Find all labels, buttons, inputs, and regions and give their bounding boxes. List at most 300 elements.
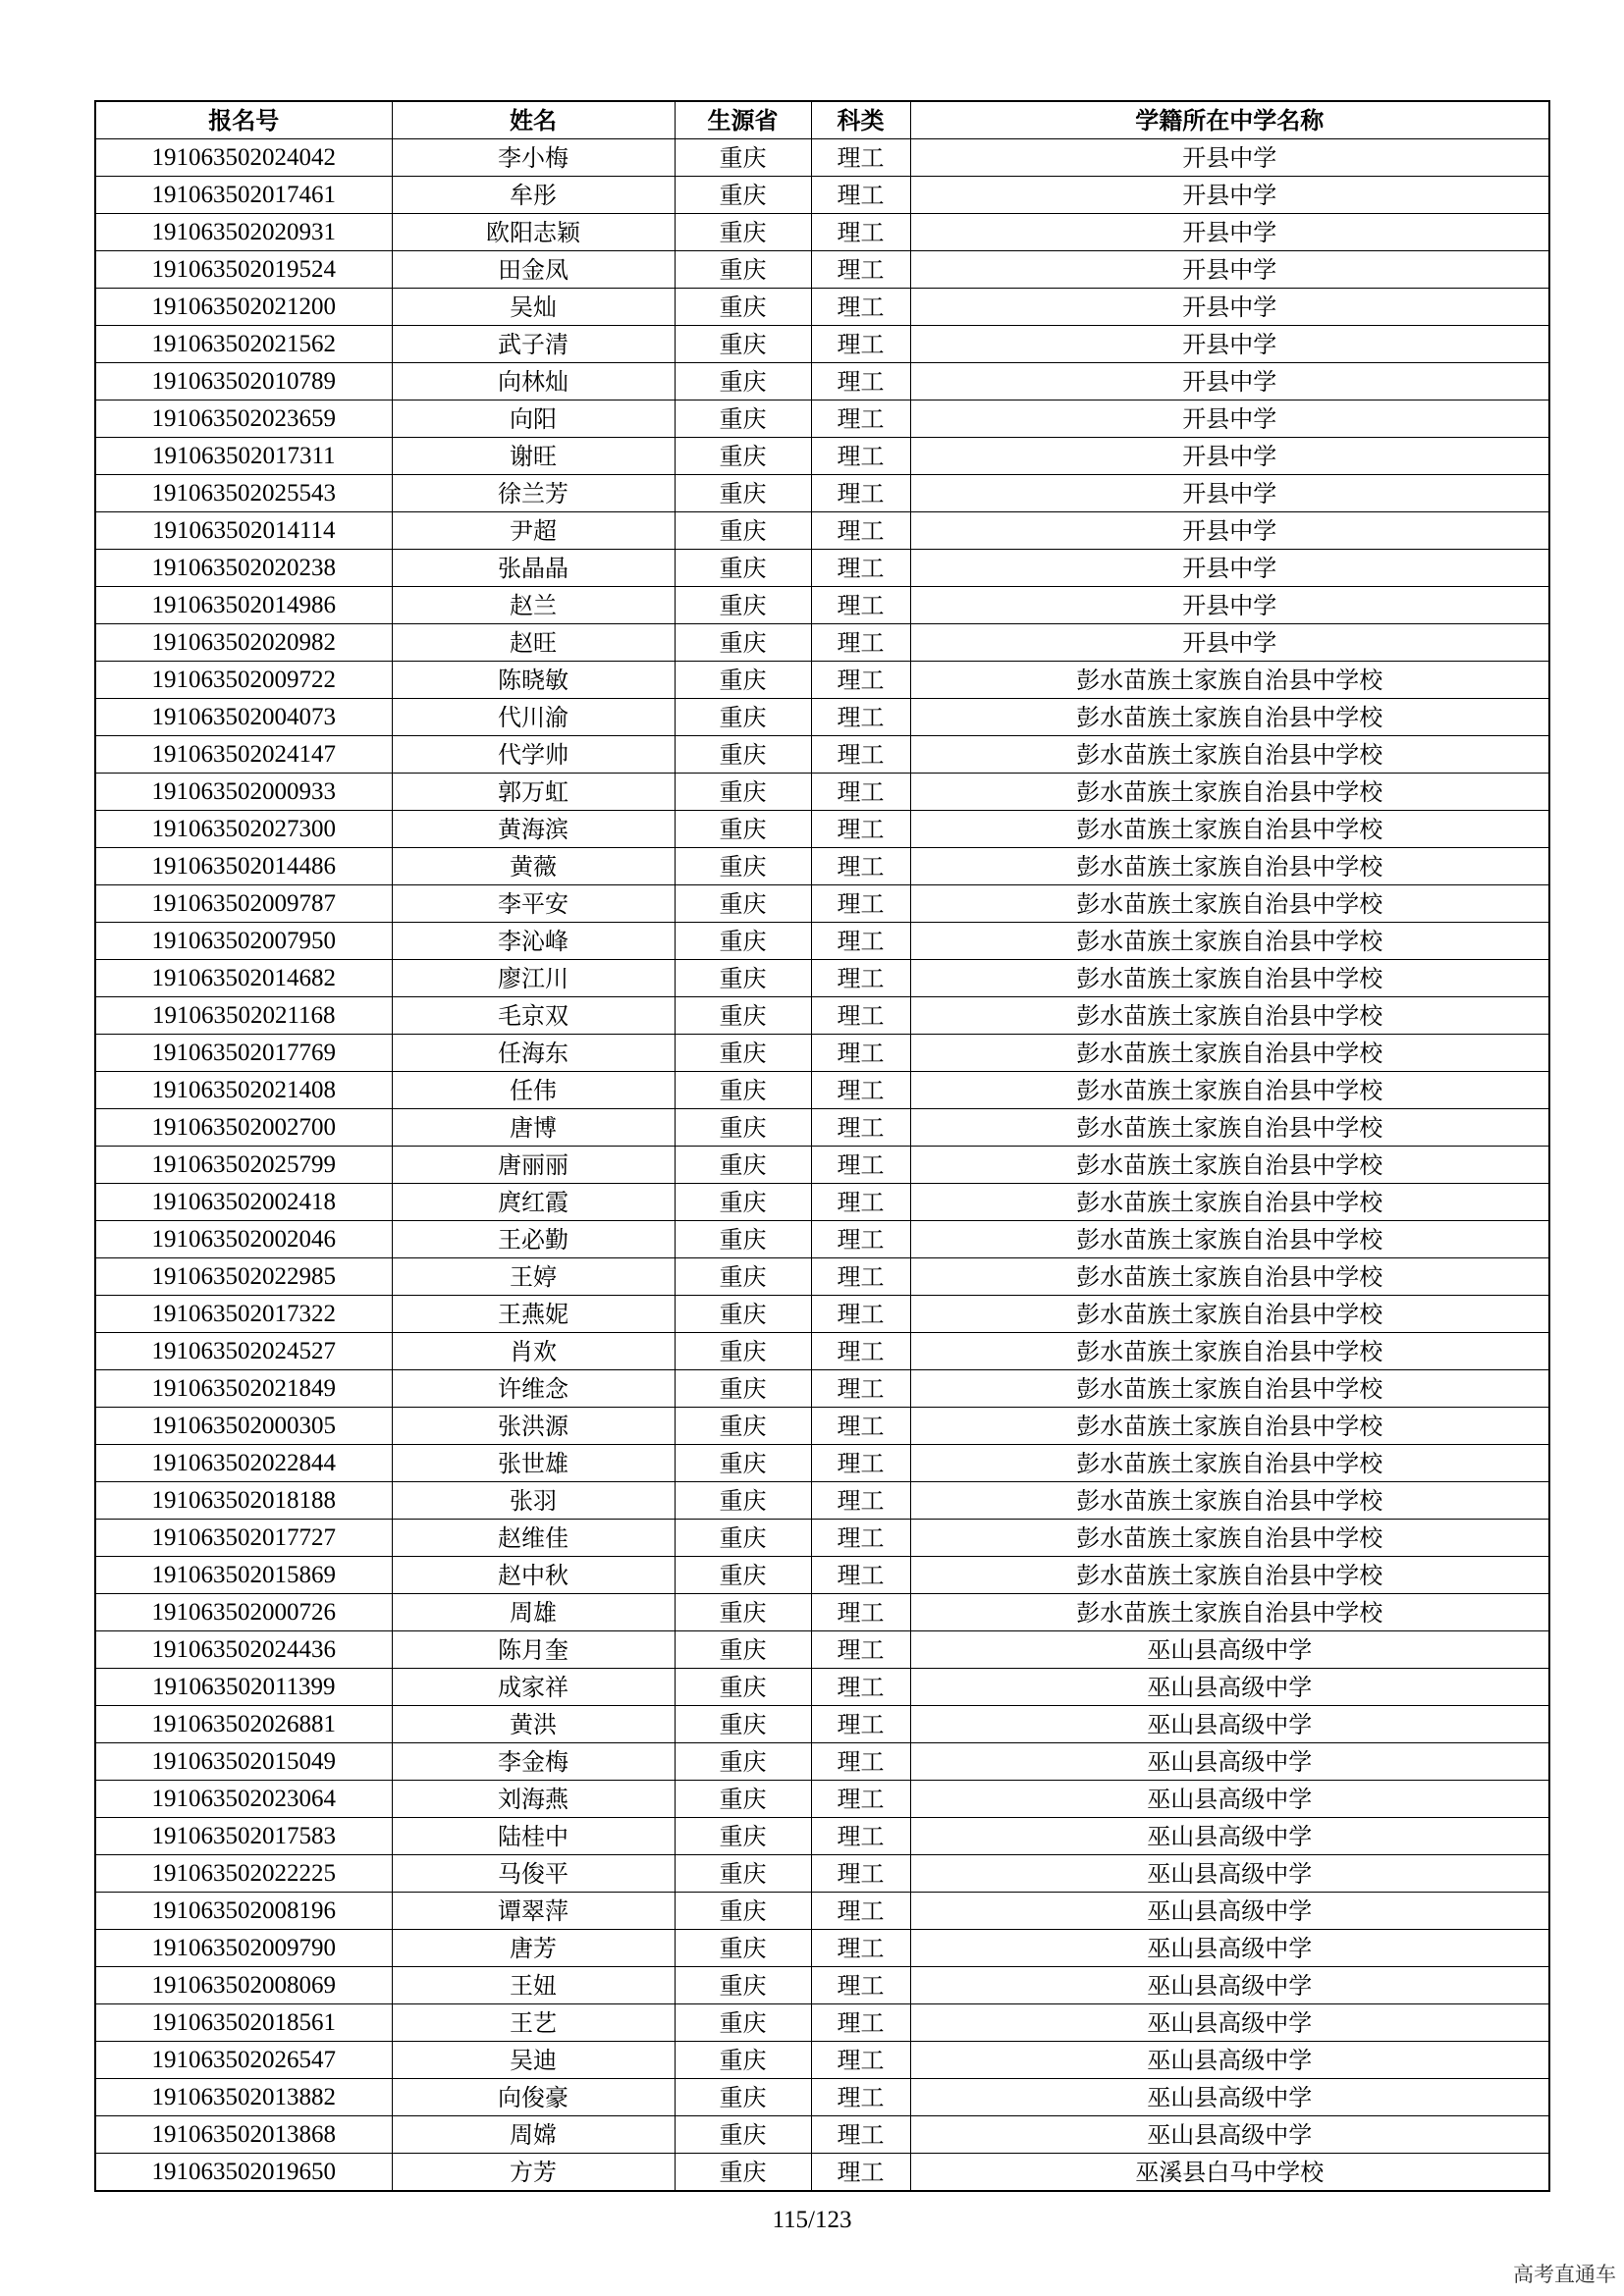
table-row [95,1967,1549,2004]
category-cell: 理工 [811,1333,910,1370]
table-row [95,2154,1549,2192]
student-name-cell: 张洪源 [392,1408,675,1445]
school-name-cell: 彭水苗族土家族自治县中学校 [910,1370,1549,1408]
province-cell: 重庆 [675,587,811,624]
category-cell: 理工 [811,2042,910,2079]
category-cell: 理工 [811,1296,910,1333]
school-name-cell: 彭水苗族土家族自治县中学校 [910,1520,1549,1557]
province-cell: 重庆 [675,2154,811,2192]
province-cell: 重庆 [675,1184,811,1221]
category-cell: 理工 [811,1072,910,1109]
header-province: 生源省 [675,101,811,139]
student-name-cell: 谢旺 [392,438,675,475]
table-row [95,774,1549,811]
province-cell: 重庆 [675,1333,811,1370]
category-cell: 理工 [811,1258,910,1296]
student-name-cell: 任海东 [392,1035,675,1072]
province-cell: 重庆 [675,885,811,923]
registration-number-cell: 191063502026547 [95,2042,392,2079]
province-cell: 重庆 [675,1594,811,1631]
registration-number-cell: 191063502014114 [95,512,392,550]
school-name-cell: 彭水苗族土家族自治县中学校 [910,774,1549,811]
table-row [95,1296,1549,1333]
table-row [95,885,1549,923]
school-name-cell: 开县中学 [910,289,1549,326]
category-cell: 理工 [811,1893,910,1930]
registration-number-cell: 191063502023659 [95,400,392,438]
table-row [95,1109,1549,1147]
province-cell: 重庆 [675,1109,811,1147]
table-row [95,587,1549,624]
registration-number-cell: 191063502024147 [95,736,392,774]
table-row [95,1072,1549,1109]
table-row [95,1669,1549,1706]
student-name-cell: 牟彤 [392,177,675,214]
registration-number-cell: 191063502019650 [95,2154,392,2192]
table-row [95,1482,1549,1520]
school-name-cell: 巫山县高级中学 [910,1855,1549,1893]
student-name-cell: 陈月奎 [392,1631,675,1669]
student-name-cell: 尹超 [392,512,675,550]
province-cell: 重庆 [675,1408,811,1445]
table-row [95,1370,1549,1408]
table-row [95,214,1549,251]
category-cell: 理工 [811,1818,910,1855]
student-name-cell: 郭万虹 [392,774,675,811]
registration-number-cell: 191063502022844 [95,1445,392,1482]
school-name-cell: 开县中学 [910,550,1549,587]
registration-number-cell: 191063502002700 [95,1109,392,1147]
registration-number-cell: 191063502017727 [95,1520,392,1557]
category-cell: 理工 [811,289,910,326]
school-name-cell: 巫山县高级中学 [910,2079,1549,2116]
school-name-cell: 彭水苗族土家族自治县中学校 [910,848,1549,885]
province-cell: 重庆 [675,624,811,662]
student-name-cell: 许维念 [392,1370,675,1408]
school-name-cell: 彭水苗族土家族自治县中学校 [910,1408,1549,1445]
province-cell: 重庆 [675,214,811,251]
school-name-cell: 开县中学 [910,214,1549,251]
table-row [95,475,1549,512]
registration-number-cell: 191063502021168 [95,997,392,1035]
header-name: 姓名 [392,101,675,139]
category-cell: 理工 [811,1557,910,1594]
student-name-cell: 王艺 [392,2004,675,2042]
student-name-cell: 徐兰芳 [392,475,675,512]
table-row [95,1893,1549,1930]
table-row [95,1743,1549,1781]
watermark-text: 高考直通车 [1513,2263,1616,2286]
table-row [95,1408,1549,1445]
student-name-cell: 周嫦 [392,2116,675,2154]
registration-number-cell: 191063502022985 [95,1258,392,1296]
category-cell: 理工 [811,1221,910,1258]
student-name-cell: 庹红霞 [392,1184,675,1221]
registration-number-cell: 191063502024527 [95,1333,392,1370]
school-name-cell: 巫山县高级中学 [910,1893,1549,1930]
province-cell: 重庆 [675,2116,811,2154]
category-cell: 理工 [811,1035,910,1072]
province-cell: 重庆 [675,2079,811,2116]
table-row [95,1855,1549,1893]
student-name-cell: 黄洪 [392,1706,675,1743]
registration-number-cell: 191063502023064 [95,1781,392,1818]
category-cell: 理工 [811,2116,910,2154]
school-name-cell: 巫山县高级中学 [910,1631,1549,1669]
province-cell: 重庆 [675,400,811,438]
category-cell: 理工 [811,624,910,662]
province-cell: 重庆 [675,1482,811,1520]
province-cell: 重庆 [675,251,811,289]
table-row [95,997,1549,1035]
category-cell: 理工 [811,550,910,587]
school-name-cell: 彭水苗族土家族自治县中学校 [910,736,1549,774]
table-row [95,363,1549,400]
school-name-cell: 巫山县高级中学 [910,1669,1549,1706]
registration-number-cell: 191063502013882 [95,2079,392,2116]
table-row [95,2116,1549,2154]
table-row [95,2004,1549,2042]
province-cell: 重庆 [675,1743,811,1781]
table-row [95,1184,1549,1221]
admission-roster-table [94,100,1550,2192]
category-cell: 理工 [811,1408,910,1445]
province-cell: 重庆 [675,923,811,960]
school-name-cell: 巫山县高级中学 [910,1706,1549,1743]
registration-number-cell: 191063502025543 [95,475,392,512]
registration-number-cell: 191063502014486 [95,848,392,885]
school-name-cell: 巫山县高级中学 [910,2042,1549,2079]
province-cell: 重庆 [675,1296,811,1333]
page-number: 115/123 [772,2207,852,2233]
student-name-cell: 向林灿 [392,363,675,400]
school-name-cell: 开县中学 [910,400,1549,438]
school-name-cell: 开县中学 [910,438,1549,475]
registration-number-cell: 191063502024042 [95,139,392,177]
province-cell: 重庆 [675,1221,811,1258]
registration-number-cell: 191063502018561 [95,2004,392,2042]
student-name-cell: 赵兰 [392,587,675,624]
registration-number-cell: 191063502008069 [95,1967,392,2004]
school-name-cell: 巫溪县白马中学校 [910,2154,1549,2192]
registration-number-cell: 191063502017311 [95,438,392,475]
category-cell: 理工 [811,1109,910,1147]
category-cell: 理工 [811,214,910,251]
student-name-cell: 赵中秋 [392,1557,675,1594]
registration-number-cell: 191063502021408 [95,1072,392,1109]
student-name-cell: 陆桂中 [392,1818,675,1855]
header-category: 科类 [811,101,910,139]
category-cell: 理工 [811,363,910,400]
table-row [95,1930,1549,1967]
registration-number-cell: 191063502013868 [95,2116,392,2154]
school-name-cell: 巫山县高级中学 [910,1930,1549,1967]
table-row [95,1221,1549,1258]
province-cell: 重庆 [675,662,811,699]
province-cell: 重庆 [675,177,811,214]
table-row [95,1445,1549,1482]
student-name-cell: 武子清 [392,326,675,363]
student-name-cell: 廖江川 [392,960,675,997]
table-row [95,811,1549,848]
school-name-cell: 开县中学 [910,587,1549,624]
province-cell: 重庆 [675,1258,811,1296]
province-cell: 重庆 [675,848,811,885]
registration-number-cell: 191063502022225 [95,1855,392,1893]
category-cell: 理工 [811,848,910,885]
table-body [95,139,1549,2192]
category-cell: 理工 [811,1930,910,1967]
school-name-cell: 彭水苗族土家族自治县中学校 [910,699,1549,736]
student-name-cell: 唐芳 [392,1930,675,1967]
category-cell: 理工 [811,177,910,214]
header-school-name: 学籍所在中学名称 [910,101,1549,139]
province-cell: 重庆 [675,1930,811,1967]
category-cell: 理工 [811,251,910,289]
province-cell: 重庆 [675,1072,811,1109]
province-cell: 重庆 [675,736,811,774]
registration-number-cell: 191063502009790 [95,1930,392,1967]
table-row [95,1035,1549,1072]
category-cell: 理工 [811,662,910,699]
student-name-cell: 黄海滨 [392,811,675,848]
school-name-cell: 彭水苗族土家族自治县中学校 [910,1557,1549,1594]
student-name-cell: 向俊豪 [392,2079,675,2116]
school-name-cell: 开县中学 [910,326,1549,363]
registration-number-cell: 191063502020982 [95,624,392,662]
student-name-cell: 欧阳志颖 [392,214,675,251]
category-cell: 理工 [811,1594,910,1631]
category-cell: 理工 [811,1967,910,2004]
table-row [95,848,1549,885]
table-row [95,326,1549,363]
category-cell: 理工 [811,1781,910,1818]
registration-number-cell: 191063502014986 [95,587,392,624]
category-cell: 理工 [811,1706,910,1743]
student-name-cell: 张晶晶 [392,550,675,587]
category-cell: 理工 [811,139,910,177]
province-cell: 重庆 [675,289,811,326]
category-cell: 理工 [811,923,910,960]
category-cell: 理工 [811,438,910,475]
category-cell: 理工 [811,885,910,923]
table-row [95,550,1549,587]
province-cell: 重庆 [675,1035,811,1072]
school-name-cell: 彭水苗族土家族自治县中学校 [910,960,1549,997]
student-name-cell: 代川渝 [392,699,675,736]
table-row [95,662,1549,699]
registration-number-cell: 191063502007950 [95,923,392,960]
category-cell: 理工 [811,1370,910,1408]
table-row [95,438,1549,475]
school-name-cell: 开县中学 [910,363,1549,400]
registration-number-cell: 191063502018188 [95,1482,392,1520]
province-cell: 重庆 [675,1893,811,1930]
school-name-cell: 彭水苗族土家族自治县中学校 [910,923,1549,960]
province-cell: 重庆 [675,1781,811,1818]
school-name-cell: 彭水苗族土家族自治县中学校 [910,1184,1549,1221]
registration-number-cell: 191063502024436 [95,1631,392,1669]
table-row [95,1706,1549,1743]
student-name-cell: 王燕妮 [392,1296,675,1333]
table-row [95,1781,1549,1818]
registration-number-cell: 191063502025799 [95,1147,392,1184]
registration-number-cell: 191063502021849 [95,1370,392,1408]
registration-number-cell: 191063502008196 [95,1893,392,1930]
school-name-cell: 彭水苗族土家族自治县中学校 [910,1296,1549,1333]
registration-number-cell: 191063502010789 [95,363,392,400]
header-registration-number: 报名号 [95,101,392,139]
table-row [95,400,1549,438]
table-row [95,251,1549,289]
student-name-cell: 王必勤 [392,1221,675,1258]
school-name-cell: 彭水苗族土家族自治县中学校 [910,1482,1549,1520]
student-name-cell: 张羽 [392,1482,675,1520]
registration-number-cell: 191063502020931 [95,214,392,251]
student-name-cell: 王妞 [392,1967,675,2004]
student-name-cell: 李平安 [392,885,675,923]
category-cell: 理工 [811,512,910,550]
province-cell: 重庆 [675,774,811,811]
student-name-cell: 吴灿 [392,289,675,326]
table-row [95,736,1549,774]
school-name-cell: 巫山县高级中学 [910,1743,1549,1781]
registration-number-cell: 191063502014682 [95,960,392,997]
table-row [95,923,1549,960]
registration-number-cell: 191063502000726 [95,1594,392,1631]
province-cell: 重庆 [675,2042,811,2079]
school-name-cell: 彭水苗族土家族自治县中学校 [910,1333,1549,1370]
category-cell: 理工 [811,2154,910,2192]
registration-number-cell: 191063502009787 [95,885,392,923]
table-row [95,289,1549,326]
province-cell: 重庆 [675,1445,811,1482]
school-name-cell: 彭水苗族土家族自治县中学校 [910,1445,1549,1482]
school-name-cell: 开县中学 [910,624,1549,662]
student-name-cell: 赵维佳 [392,1520,675,1557]
school-name-cell: 开县中学 [910,475,1549,512]
province-cell: 重庆 [675,1557,811,1594]
table-row [95,624,1549,662]
category-cell: 理工 [811,326,910,363]
table-row [95,1258,1549,1296]
school-name-cell: 彭水苗族土家族自治县中学校 [910,885,1549,923]
school-name-cell: 开县中学 [910,139,1549,177]
table-header-row [95,101,1549,139]
province-cell: 重庆 [675,1706,811,1743]
registration-number-cell: 191063502017461 [95,177,392,214]
student-name-cell: 马俊平 [392,1855,675,1893]
province-cell: 重庆 [675,997,811,1035]
table-row [95,1594,1549,1631]
student-name-cell: 肖欢 [392,1333,675,1370]
province-cell: 重庆 [675,1818,811,1855]
category-cell: 理工 [811,699,910,736]
province-cell: 重庆 [675,475,811,512]
student-name-cell: 黄薇 [392,848,675,885]
school-name-cell: 彭水苗族土家族自治县中学校 [910,662,1549,699]
category-cell: 理工 [811,1631,910,1669]
province-cell: 重庆 [675,512,811,550]
province-cell: 重庆 [675,438,811,475]
table-row [95,177,1549,214]
registration-number-cell: 191063502021562 [95,326,392,363]
registration-number-cell: 191063502002418 [95,1184,392,1221]
registration-number-cell: 191063502004073 [95,699,392,736]
registration-number-cell: 191063502017322 [95,1296,392,1333]
student-name-cell: 谭翠萍 [392,1893,675,1930]
student-name-cell: 代学帅 [392,736,675,774]
registration-number-cell: 191063502011399 [95,1669,392,1706]
school-name-cell: 巫山县高级中学 [910,1818,1549,1855]
province-cell: 重庆 [675,139,811,177]
province-cell: 重庆 [675,1631,811,1669]
province-cell: 重庆 [675,1370,811,1408]
student-name-cell: 李小梅 [392,139,675,177]
student-name-cell: 方芳 [392,2154,675,2192]
category-cell: 理工 [811,774,910,811]
school-name-cell: 彭水苗族土家族自治县中学校 [910,1072,1549,1109]
school-name-cell: 彭水苗族土家族自治县中学校 [910,997,1549,1035]
registration-number-cell: 191063502020238 [95,550,392,587]
table-row [95,699,1549,736]
student-name-cell: 刘海燕 [392,1781,675,1818]
category-cell: 理工 [811,1669,910,1706]
category-cell: 理工 [811,475,910,512]
province-cell: 重庆 [675,811,811,848]
province-cell: 重庆 [675,1520,811,1557]
school-name-cell: 巫山县高级中学 [910,1781,1549,1818]
category-cell: 理工 [811,1184,910,1221]
school-name-cell: 彭水苗族土家族自治县中学校 [910,1109,1549,1147]
school-name-cell: 开县中学 [910,177,1549,214]
province-cell: 重庆 [675,363,811,400]
school-name-cell: 彭水苗族土家族自治县中学校 [910,1035,1549,1072]
school-name-cell: 彭水苗族土家族自治县中学校 [910,811,1549,848]
student-name-cell: 任伟 [392,1072,675,1109]
school-name-cell: 巫山县高级中学 [910,2004,1549,2042]
province-cell: 重庆 [675,699,811,736]
province-cell: 重庆 [675,1855,811,1893]
category-cell: 理工 [811,1855,910,1893]
school-name-cell: 巫山县高级中学 [910,1967,1549,2004]
category-cell: 理工 [811,2079,910,2116]
student-name-cell: 周雄 [392,1594,675,1631]
table-row [95,139,1549,177]
school-name-cell: 彭水苗族土家族自治县中学校 [910,1221,1549,1258]
table-row [95,2042,1549,2079]
student-name-cell: 王婷 [392,1258,675,1296]
registration-number-cell: 191063502017583 [95,1818,392,1855]
table-row [95,512,1549,550]
registration-number-cell: 191063502000305 [95,1408,392,1445]
student-name-cell: 陈晓敏 [392,662,675,699]
student-name-cell: 张世雄 [392,1445,675,1482]
province-cell: 重庆 [675,1147,811,1184]
category-cell: 理工 [811,811,910,848]
table-row [95,2079,1549,2116]
student-name-cell: 李金梅 [392,1743,675,1781]
registration-number-cell: 191063502019524 [95,251,392,289]
registration-number-cell: 191063502017769 [95,1035,392,1072]
registration-number-cell: 191063502002046 [95,1221,392,1258]
student-name-cell: 吴迪 [392,2042,675,2079]
category-cell: 理工 [811,1743,910,1781]
category-cell: 理工 [811,587,910,624]
registration-number-cell: 191063502027300 [95,811,392,848]
province-cell: 重庆 [675,2004,811,2042]
student-name-cell: 唐博 [392,1109,675,1147]
